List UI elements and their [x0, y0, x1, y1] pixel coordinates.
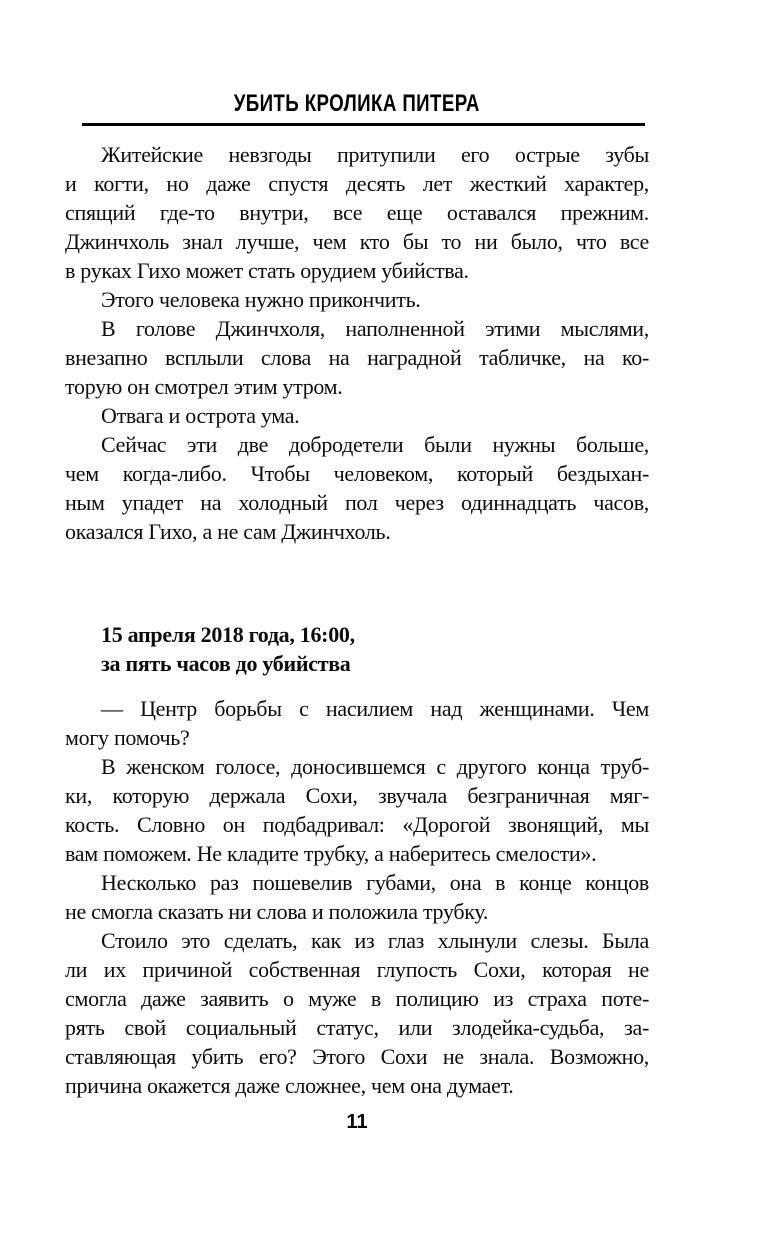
text-line: Сейчас эти две добродетели были нужны больше,	[101, 432, 649, 457]
text-column	[65, 140, 649, 1100]
page-number: 11	[346, 1111, 368, 1133]
paragraph	[65, 140, 649, 285]
paragraph	[65, 401, 649, 430]
text-line: причина окажется даже сложнее, чем она думает.	[65, 1073, 514, 1098]
text-line: Стоило это сделать, как из глаз хлынули слезы. Была	[101, 928, 649, 953]
text-line: внезапно всплыли слова на наградной табличке, на ко-	[65, 345, 649, 370]
text-line: чем когда-либо. Чтобы человеком, который бездыхан-	[65, 461, 649, 486]
text-line: 15 апреля 2018 года, 16:00,	[101, 622, 355, 647]
text-line: В женском голосе, доносившемся с другого конца труб-	[101, 754, 649, 779]
section-heading	[65, 620, 649, 678]
text-line: вам поможем. Не кладите трубку, а наберитесь смелости».	[65, 841, 597, 866]
text-line: кость. Словно он подбадривал: «Дорогой звонящий, мы	[65, 812, 649, 837]
text-line: Отвага и острота ума.	[101, 403, 300, 428]
text-line: ставляющая убить его? Этого Сохи не знала. Возможно,	[65, 1044, 649, 1069]
paragraph	[65, 694, 649, 752]
running-title: УБИТЬ КРОЛИКА ПИТЕРА	[233, 90, 481, 117]
paragraph	[65, 926, 649, 1100]
header-rule	[82, 123, 645, 126]
text-line: ки, которую держала Сохи, звучала безграничная мяг-	[65, 783, 649, 808]
text-line: оказался Гихо, а не сам Джинчхоль.	[65, 519, 391, 544]
paragraph	[65, 752, 649, 868]
text-line: смогла даже заявить о муже в полицию из страха поте-	[65, 986, 649, 1011]
text-line: В голове Джинчхоля, наполненной этими мыслями,	[101, 316, 649, 341]
text-line: ным упадет на холодный пол через одиннадцать часов,	[65, 490, 649, 515]
text-line: не смогла сказать ни слова и положила трубку.	[65, 899, 489, 924]
text-line: за пять часов до убийства	[101, 651, 351, 676]
text-line: спящий где-то внутри, все еще оставался прежним.	[65, 200, 649, 225]
text-line: Джинчхоль знал лучше, чем кто бы то ни было, что все	[65, 229, 649, 254]
paragraph	[65, 430, 649, 546]
paragraph	[65, 285, 649, 314]
text-line: Этого человека нужно прикончить.	[101, 287, 421, 312]
paragraph	[65, 868, 649, 926]
text-line: Житейские невзгоды притупили его острые зубы	[101, 142, 649, 167]
running-header	[65, 92, 649, 116]
text-line: в руках Гихо может стать орудием убийства.	[65, 258, 469, 283]
paragraph	[65, 314, 649, 401]
text-line: рять свой социальный статус, или злодейка-судьба, за-	[65, 1015, 649, 1040]
text-line: торую он смотрел этим утром.	[65, 374, 343, 399]
text-line: — Центр борьбы с насилием над женщинами. Чем	[101, 696, 649, 721]
text-line: ли их причиной собственная глупость Сохи, которая не	[65, 957, 649, 982]
text-line: и когти, но даже спустя десять лет жесткий характер,	[65, 171, 649, 196]
text-line: могу помочь?	[65, 725, 190, 750]
text-line: Несколько раз пошевелив губами, она в конце концов	[101, 870, 649, 895]
